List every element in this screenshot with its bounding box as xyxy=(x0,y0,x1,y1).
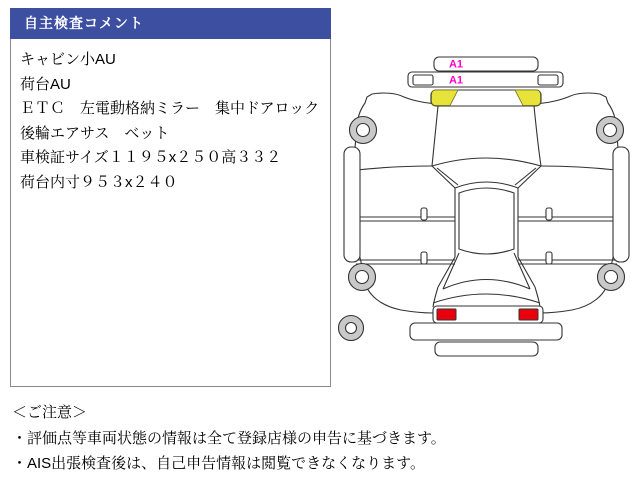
rear-bumper xyxy=(410,323,562,340)
comment-line: 荷台AU xyxy=(20,75,71,93)
comment-line: キャビン小AU xyxy=(20,51,116,68)
comment-line: 後輪エアサス ベット xyxy=(20,124,170,142)
taillight-right-highlight xyxy=(519,309,538,320)
wheel-front-right xyxy=(597,117,624,144)
notice-item: ・AIS出張検査後は、自己申告情報は閲覧できなくなります。 xyxy=(12,455,425,472)
damage-code-front-panel: A1 xyxy=(448,74,464,87)
door-handle-rear-left xyxy=(421,252,427,264)
notice-block xyxy=(12,400,446,477)
notice-heading: ＜ご注意＞ xyxy=(12,404,88,421)
car-diagram-svg xyxy=(335,45,635,365)
tailgate-strip xyxy=(435,342,538,356)
door-handle-front-right xyxy=(546,208,552,220)
headlight-left xyxy=(413,75,433,85)
panel-title: 自主検査コメント xyxy=(10,8,331,39)
rocker-panel-left xyxy=(344,147,360,262)
comment-line: ＥＴＣ 左電動格納ミラー 集中ドアロック xyxy=(20,100,320,117)
headlight-right xyxy=(538,75,558,85)
self-inspection-panel xyxy=(10,8,331,387)
door-handle-rear-right xyxy=(546,252,552,264)
wheel-rear-left xyxy=(349,264,376,291)
wheel-front-left xyxy=(350,117,377,144)
door-handle-front-left xyxy=(421,208,427,220)
car-damage-diagram xyxy=(335,45,635,365)
spare-tire xyxy=(339,316,364,341)
damage-code-front-bumper: A1 xyxy=(448,58,464,71)
rocker-panel-right xyxy=(613,147,629,262)
taillight-left-highlight xyxy=(437,309,456,320)
panel-comment-body xyxy=(10,39,331,387)
notice-item: ・評価点等車両状態の情報は全て登録店様の申告に基づきます。 xyxy=(12,429,446,447)
comment-line: 荷台内寸９５３x２４０ xyxy=(20,173,178,191)
comment-line: 車検証サイズ１１９５x２５０高３３２ xyxy=(20,149,282,166)
wheel-rear-right xyxy=(598,264,625,291)
